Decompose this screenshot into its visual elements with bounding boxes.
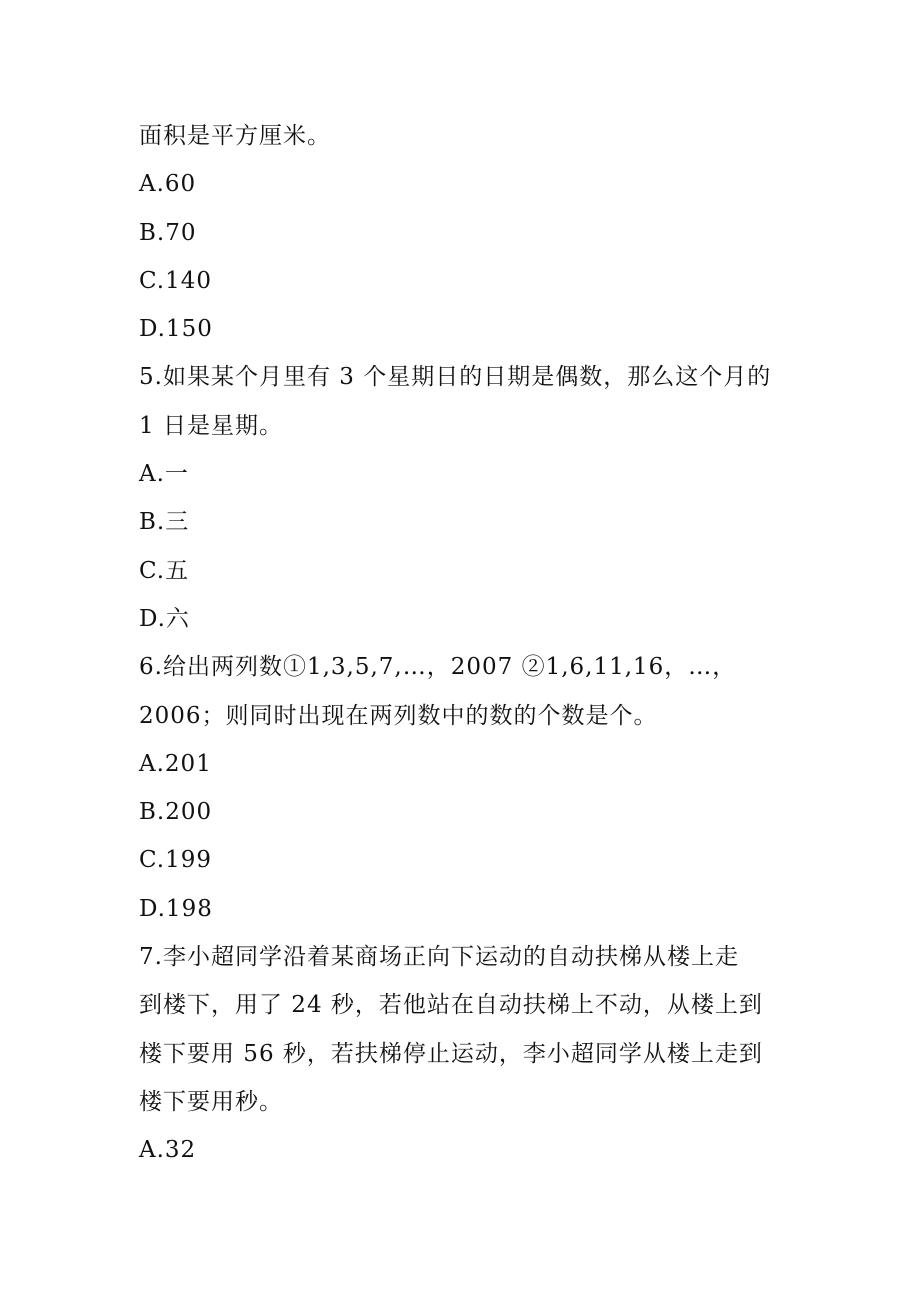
q5-option-b: B.三	[139, 509, 190, 536]
q6-option-b: B.200	[139, 799, 213, 826]
q6-option-a: A.201	[139, 750, 212, 777]
question-7-stem-line-2: 到楼下，用了 24 秒，若他站在自动扶梯上不动，从楼上到	[139, 992, 763, 1019]
document-page	[139, 112, 784, 1175]
q4-option-b: B.70	[139, 219, 197, 246]
q5-option-d: D.六	[139, 605, 190, 632]
question-7-stem-line-1: 7.李小超同学沿着某商场正向下运动的自动扶梯从楼上走	[139, 944, 739, 971]
q4-option-c: C.140	[139, 267, 212, 294]
q5-option-c: C.五	[139, 557, 190, 584]
q4-option-d: D.150	[139, 316, 213, 343]
q5-option-a: A.一	[139, 461, 189, 488]
q4-option-a: A.60	[139, 171, 197, 198]
q6-option-d: D.198	[139, 895, 213, 922]
question-4-stem-end: 面积是平方厘米。	[139, 123, 331, 149]
question-6-stem-line-2: 2006；则同时出现在两列数中的数的个数是个。	[139, 702, 658, 729]
question-5-stem-line-2: 1 日是星期。	[139, 412, 283, 439]
question-7-stem-line-4: 楼下要用秒。	[139, 1088, 283, 1115]
question-6-stem-line-1: 6.给出两列数①1,3,5,7,…，2007 ②1,6,11,16，…，	[139, 654, 737, 681]
q6-option-c: C.199	[139, 847, 212, 874]
question-5-stem-line-1: 5.如果某个月里有 3 个星期日的日期是偶数，那么这个月的	[139, 364, 772, 391]
q7-option-a: A.32	[139, 1137, 197, 1164]
question-7-stem-line-3: 楼下要用 56 秒，若扶梯停止运动，李小超同学从楼上走到	[139, 1040, 763, 1067]
